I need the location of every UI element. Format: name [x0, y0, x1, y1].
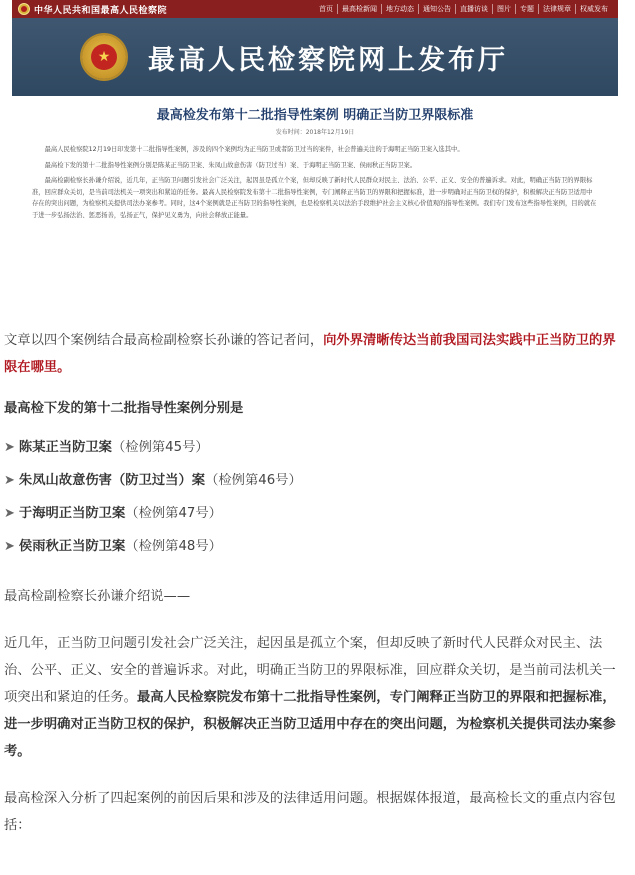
case-number: （检例第47号） [125, 506, 222, 521]
document-paragraph: 最高人民检察院12月19日印发第十二批指导性案例，涉及的四个案例均为正当防卫或者防卫过当的案件，社会普遍关注的于海明正当防卫案入选其中。 [44, 146, 464, 153]
document-paragraph: 最高检副检察长孙谦介绍说，近几年，正当防卫问题引发社会广泛关注，起因虽是孤立个案，但却反映了新时代人民群众对民主、法治、公平、正义、安全的普遍诉求。对此，明确正当防卫的界限标准，回应群众关切，是当前司法机关一项突出和紧迫的任务。最高人民检察院发布第十二批指导性案例，专门阐释正当防卫的界限和把握标准，进一步明确对正当防卫权的保护，积极解决正当防卫适用中存在的突出问题，为检察机关提供司法办案参考。同时，这4个案例就是正当防卫的指导性案例，也是检察机关以法治手段维护社会主义核心价值观的指导性案例。我们专门发布这些指导性案例，目的就在于进一步弘扬法治、惩恶扬善，弘扬正气，保护见义勇为，向社会释放正能量。 [32, 177, 597, 219]
document-title: 最高检发布第十二批指导性案例 明确正当防卫界限标准 [156, 108, 474, 123]
nav-item-release[interactable]: 权威发布 [575, 4, 612, 14]
nav-item-live[interactable]: 直播访谈 [455, 4, 492, 14]
list-item [4, 530, 626, 563]
nav-item-laws[interactable]: 法律规章 [538, 4, 575, 14]
site-name: 中华人民共和国最高人民检察院 [34, 5, 168, 16]
case-number: （检例第46号） [205, 473, 302, 488]
article-screenshot-image [12, 0, 618, 300]
case-name: 陈某正当防卫案 [18, 440, 112, 455]
arrow-right-icon: ➤ [4, 506, 15, 521]
national-emblem-icon [18, 3, 30, 15]
procuratorate-emblem-icon: ★ [82, 35, 126, 79]
nav-item-topics[interactable]: 专题 [515, 4, 538, 14]
top-nav [315, 4, 612, 14]
case-name: 于海明正当防卫案 [18, 506, 126, 521]
intro-highlight: 向外界清晰传达当前我国司法实践中正当防卫的界限在哪里。 [4, 333, 616, 375]
banner-title: 最高人民检察院网上发布厅 [148, 44, 508, 76]
nav-item-pictures[interactable]: 图片 [492, 4, 515, 14]
document-paragraph: 最高检下发的第十二批指导性案例分别是陈某正当防卫案、朱凤山故意伤害（防卫过当）案、于海明正当防卫案、侯雨秋正当防卫案。 [44, 161, 417, 169]
nav-item-local[interactable]: 地方动态 [381, 4, 418, 14]
list-item [4, 431, 626, 464]
speaker-intro: 最高检副检察长孙谦介绍说—— [4, 589, 191, 604]
release-hall-banner [12, 18, 618, 96]
case-name: 侯雨秋正当防卫案 [18, 539, 126, 554]
case-list [4, 431, 626, 563]
intro-paragraph [4, 327, 626, 381]
case-number: （检例第45号） [111, 440, 209, 455]
article-body [4, 327, 626, 839]
site-top-bar [12, 0, 618, 18]
arrow-right-icon: ➤ [4, 473, 15, 488]
intro-text: 文章以四个案例结合最高检副检察长孙谦的答记者问， [4, 333, 324, 348]
arrow-right-icon: ➤ [4, 539, 15, 554]
list-item [4, 497, 626, 530]
case-number: （检例第48号） [125, 539, 222, 554]
list-item [4, 464, 626, 497]
document-date: 发布时间：2018年12月19日 [275, 128, 355, 136]
quote-bold-text: 最高人民检察院发布第十二批指导性案例，专门阐释正当防卫的界限和把握标准，进一步明确对正当防卫权的保护，积极解决正当防卫适用中存在的突出问题，为检察机关提供司法办案参考。 [4, 690, 616, 759]
quote-paragraph [4, 630, 626, 765]
nav-item-home[interactable]: 首页 [319, 5, 333, 13]
nav-item-news[interactable]: 最高检新闻 [337, 4, 381, 14]
analysis-paragraph: 最高检深入分析了四起案例的前因后果和涉及的法律适用问题。根据媒体报道，最高检长文的重点内容包括： [4, 791, 616, 833]
quote-text: 近几年，正当防卫问题引发社会广泛关注，起因虽是孤立个案，但却反映了新时代人民群众对民主、法治、公平、正义、安全的普遍诉求。对此，明确正当防卫的界限标准，回应群众关切，是当前司法机关一项突出和紧迫的任务。 [4, 636, 616, 705]
release-document [12, 96, 618, 221]
case-list-title: 最高检下发的第十二批指导性案例分别是 [4, 401, 244, 416]
arrow-right-icon: ➤ [4, 440, 15, 455]
case-name: 朱凤山故意伤害（防卫过当）案 [18, 473, 206, 488]
nav-item-notice[interactable]: 通知公告 [418, 4, 455, 14]
